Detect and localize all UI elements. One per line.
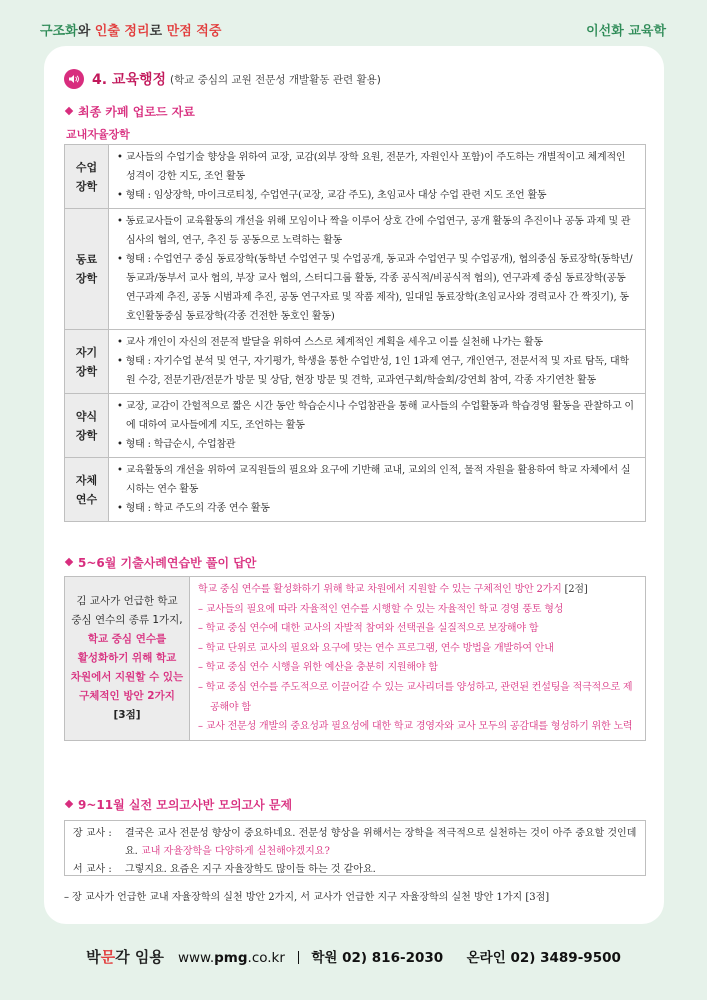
bullet-text: • 형태 : 자기수업 분석 및 연구, 자기평가, 학생을 통한 수업반성, 1인 1과제 연구, 개인연구, 전문서적 및 자료 탐독, 대학원 수강, 전문기관/전문가 방문 및 상담, 현장 방문 및 견학, 교과연구회/학술회/강연회 참여, 각종 자기연찬 활동: [117, 356, 629, 386]
row-header: 자기 장학: [65, 330, 109, 394]
exam-heading: [66, 554, 256, 571]
bullet-text: • 형태 : 학급순시, 수업참관: [117, 439, 236, 450]
answer-item: – 학교 단위로 교사의 필요와 요구에 맞는 연수 프로그램, 연수 방법을 개발하여 안내: [198, 642, 554, 654]
dialogue-line: 장 교사 : 결국은 교사 전문성 향상이 중요하네요. 전문성 향상을 위해서는 장학을 적극적으로 실천하는 것이 아주 중요할 것인데요. 교내 자율장학을 다양하게 실천해야겠지요?: [73, 825, 637, 861]
bullet-text: • 교장, 교감이 간헐적으로 짧은 시간 동안 학습순시나 수업참관을 통해 교사들의 수업활동과 학습경영 활동을 관찰하고 이에 대하여 교사들에게 지도, 조언하는 활동: [117, 401, 634, 431]
website-link[interactable]: www.pmg.co.kr: [177, 950, 285, 966]
speaker-icon: [64, 69, 84, 89]
header-author: 이선화 교육학: [586, 24, 666, 39]
diamond-bullet-icon: [65, 558, 73, 566]
row-content: [109, 330, 646, 394]
section-title-text: 4. 교육행정: [92, 72, 167, 88]
bullet-text: • 형태 : 임상장학, 마이크로티칭, 수업연구(교장, 교감 주도), 초임교사 대상 수업 관련 지도 조언 활동: [117, 190, 547, 201]
table-row: [65, 394, 646, 458]
mock-question: – 장 교사가 언급한 교내 자율장학의 실천 방안 2가지, 서 교사가 언급한 지구 자율장학의 실천 방안 1가지 [3점]: [64, 892, 550, 903]
bullet-text: • 동료교사들이 교육활동의 개선을 위해 모임이나 짝을 이루어 상호 간에 수업연구, 공개 활동의 추진이나 공동 과제 및 관심사의 협의, 연구, 추진 등 공동으로 노력하는 활동: [117, 216, 631, 246]
speaker-label: 장 교사 :: [73, 828, 112, 839]
row-content: [109, 458, 646, 522]
question-cell: 김 교사가 언급한 학교 중심 연수의 종류 1가지, 학교 중심 연수를 활성화하기 위해 학교 차원에서 지원할 수 있는 구체적인 방안 2가지 [3점]: [65, 577, 190, 741]
table-row: [65, 330, 646, 394]
table-row: [65, 458, 646, 522]
answer-item: – 교사 전문성 개발의 중요성과 필요성에 대한 학교 경영자와 교사 모두의 공감대를 형성하기 위한 노력: [198, 721, 633, 733]
diamond-bullet-icon: [65, 107, 73, 115]
top-bar: [0, 0, 707, 44]
slogan-part: 인출 정리: [94, 24, 150, 39]
bullet-text: • 교사 개인이 자신의 전문적 발달을 위하여 스스로 체계적인 계획을 세우고 이를 실천해 나가는 활동: [117, 337, 543, 348]
row-header: 동료 장학: [65, 209, 109, 330]
header-slogan: [40, 20, 221, 39]
table-row: [65, 145, 646, 209]
row-content: [109, 145, 646, 209]
divider: [298, 951, 299, 964]
section-title: [64, 70, 381, 88]
answer-question: 학교 중심 연수를 활성화하기 위해 학교 차원에서 지원할 수 있는 구체적인 방안 2가지 [2점]: [198, 584, 588, 595]
slogan-part: 만점 적중: [166, 24, 222, 39]
answer-item: – 학교 중심 연수에 대한 교사의 자발적 참여와 선택권을 실질적으로 보장해야 함: [198, 623, 539, 635]
table-row: [65, 209, 646, 330]
row-header: 약식 장학: [65, 394, 109, 458]
speaker-label: 서 교사 :: [73, 864, 112, 875]
online-phone: 온라인 02) 3489-9500: [466, 950, 621, 966]
row-header: 수업 장학: [65, 145, 109, 209]
diamond-bullet-icon: [65, 800, 73, 808]
publisher-logo: 박문각 임용: [86, 948, 164, 966]
bullet-text: • 형태 : 학교 주도의 각종 연수 활동: [117, 503, 270, 514]
academy-phone: 학원 02) 816-2030: [311, 950, 444, 966]
table-label: 교내자율장학: [66, 128, 130, 141]
row-header: 자체 연수: [65, 458, 109, 522]
bullet-text: • 교사들의 수업기술 향상을 위하여 교장, 교감(외부 장학 요원, 전문가, 자원인사 포함)이 주도하는 개별적이고 체계적인 성격이 강한 지도, 조언 활동: [117, 152, 626, 182]
bullet-text: • 교육활동의 개선을 위하여 교직원들의 필요와 요구에 기반해 교내, 교외의 인적, 물적 자원을 활용하여 학교 자체에서 실시하는 연수 활동: [117, 465, 631, 495]
answer-cell: [190, 577, 646, 741]
cafe-heading: [66, 103, 195, 120]
answer-item: – 학교 중심 연수 시행을 위한 예산을 충분히 지원해야 함: [198, 662, 438, 674]
cafe-heading-text: 최종 카페 업로드 자료: [78, 105, 195, 119]
table-row: [65, 577, 646, 741]
section-subtitle: (학교 중심의 교원 전문성 개발활동 관련 활용): [170, 73, 381, 86]
dialogue-box: [64, 820, 646, 876]
footer: [0, 946, 707, 967]
bullet-text: • 형태 : 수업연구 중심 동료장학(동학년 수업연구 및 수업공개, 동교과 수업연구 및 수업공개), 협의중심 동료장학(동학년/동교과/동부서 교사 협의, 부장 교사 협의, 스터디그룹 활동, 각종 공식적/비공식적 협의), 연구과제 중심 동료장학(공동 연구과제 추진, 공동 시범과제 추진, 공동 연구자료 및 작품 제작), 일대일 동료장학(초임교사와 경력교사 간 짝짓기), 동호인활동중심 동료장학(각종 건전한 동호인 활동): [117, 254, 633, 322]
exam-heading-text: 5~6월 기출사례연습반 풀이 답안: [78, 556, 257, 570]
supervision-table: [64, 144, 646, 522]
answer-table: [64, 576, 646, 741]
row-content: [109, 209, 646, 330]
slogan-part: 구조화: [40, 24, 78, 39]
answer-item: – 교사들의 필요에 따라 자율적인 연수를 시행할 수 있는 자율적인 학교 경영 풍토 형성: [198, 603, 564, 615]
dialogue-line: 서 교사 : 그렇지요. 요즘은 지구 자율장학도 많이들 하는 것 같아요.: [73, 861, 637, 879]
mock-heading: [66, 796, 292, 813]
slogan-part: 와: [77, 24, 95, 39]
row-content: [109, 394, 646, 458]
answer-item: – 학교 중심 연수를 주도적으로 이끌어갈 수 있는 교사리더를 양성하고, 관련된 컨설팅을 적극적으로 제공해야 함: [198, 681, 633, 713]
slogan-part: 로: [149, 24, 167, 39]
mock-heading-text: 9~11월 실전 모의고사반 모의고사 문제: [78, 798, 293, 812]
